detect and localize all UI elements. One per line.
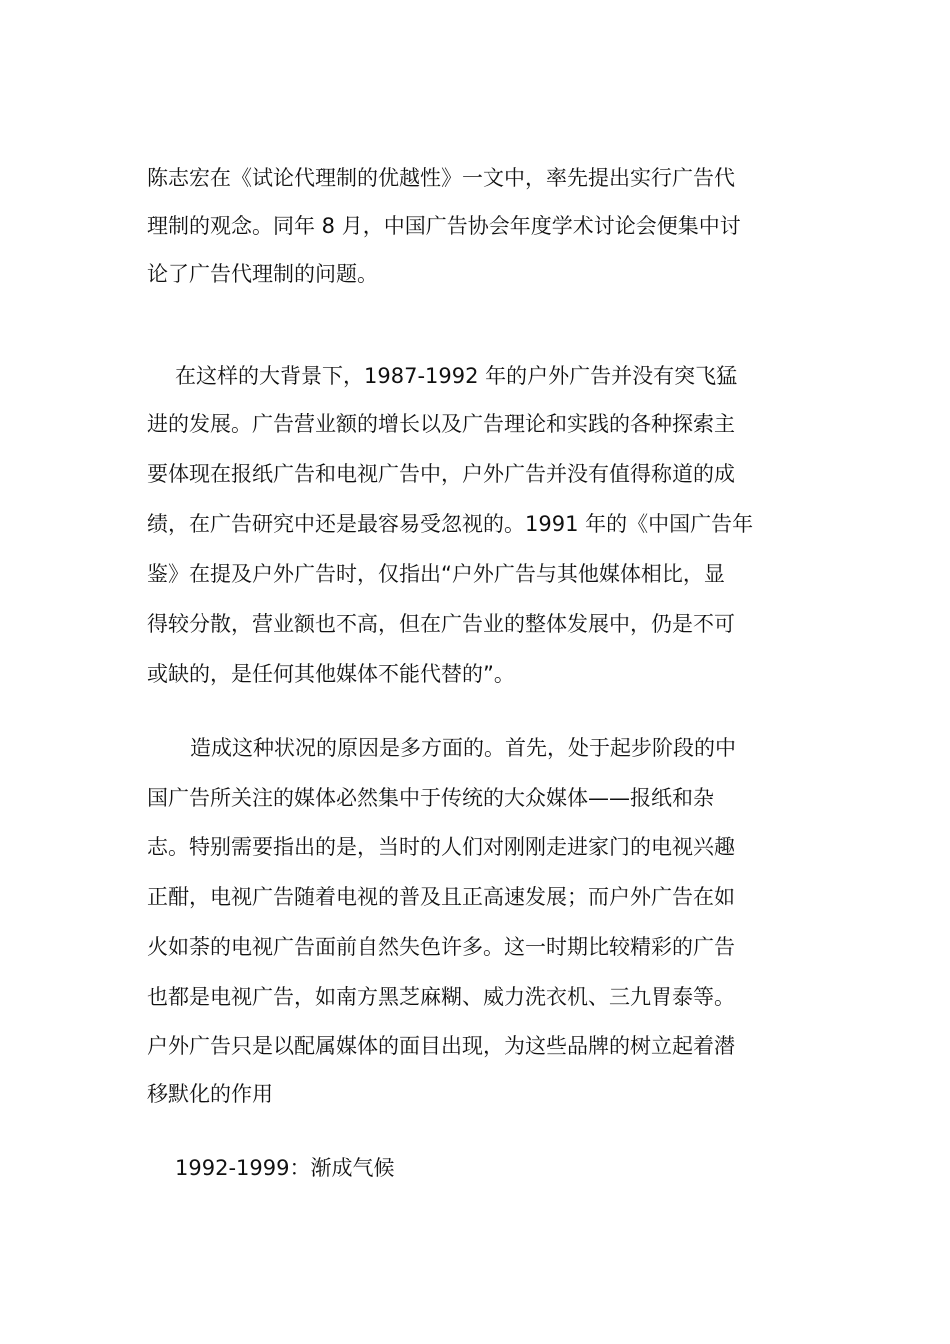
text-line: 陈志宏在《试论代理制的优越性》一文中，率先提出实行广告代 <box>147 166 735 190</box>
section-heading: 1992-1999：渐成气候 <box>175 1156 395 1180</box>
text-line: 或缺的，是任何其他媒体不能代替的”。 <box>147 662 515 686</box>
text-line: 得较分散，营业额也不高，但在广告业的整体发展中，仍是不可 <box>147 612 735 636</box>
text-line: 论了广告代理制的问题。 <box>147 262 378 286</box>
text-line: 户外广告只是以配属媒体的面目出现，为这些品牌的树立起着潜 <box>147 1034 735 1058</box>
text-line: 志。特别需要指出的是，当时的人们对刚刚走进家门的电视兴趣 <box>147 835 735 859</box>
text-line: 绩，在广告研究中还是最容易受忽视的。1991 年的《中国广告年 <box>147 512 754 536</box>
text-line: 国广告所关注的媒体必然集中于传统的大众媒体——报纸和杂 <box>147 786 714 810</box>
text-line: 要体现在报纸广告和电视广告中，户外广告并没有值得称道的成 <box>147 462 735 486</box>
text-line: 也都是电视广告，如南方黑芝麻糊、威力洗衣机、三九胃泰等。 <box>147 985 735 1009</box>
text-line: 鉴》在提及户外广告时，仅指出“户外广告与其他媒体相比，显 <box>147 562 725 586</box>
text-line: 在这样的大背景下，1987-1992 年的户外广告并没有突飞猛 <box>175 364 738 388</box>
text-line: 移默化的作用 <box>147 1082 273 1106</box>
text-line: 进的发展。广告营业额的增长以及广告理论和实践的各种探索主 <box>147 412 735 436</box>
text-line: 理制的观念。同年 8 月，中国广告协会年度学术讨论会便集中讨 <box>147 214 741 238</box>
text-line: 火如荼的电视广告面前自然失色许多。这一时期比较精彩的广告 <box>147 935 735 959</box>
text-line: 造成这种状况的原因是多方面的。首先，处于起步阶段的中 <box>190 736 736 760</box>
text-line: 正酣，电视广告随着电视的普及且正高速发展；而户外广告在如 <box>147 885 735 909</box>
